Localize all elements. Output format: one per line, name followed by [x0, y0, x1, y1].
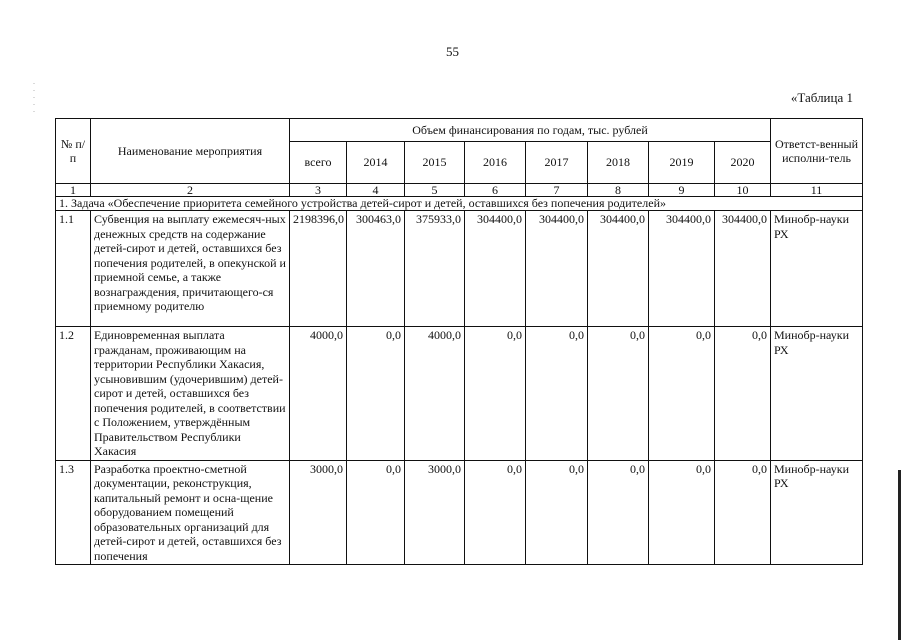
table-row	[56, 211, 863, 327]
value-2017: 0,0	[526, 327, 588, 461]
header-year: 2016	[465, 142, 526, 184]
task-title: 1. Задача «Обеспечение приоритета семейного устройства детей-сирот и детей, оставшихся без попечения родителей»	[56, 197, 863, 211]
header-row-top	[56, 119, 863, 142]
row-responsible: Минобр-науки РХ	[771, 211, 863, 327]
row-number: 1.2	[56, 327, 91, 461]
column-number: 7	[526, 184, 588, 197]
header-year: 2018	[588, 142, 649, 184]
row-number: 1.1	[56, 211, 91, 327]
column-number: 2	[91, 184, 290, 197]
value-2020: 0,0	[715, 460, 771, 565]
row-name: Единовременная выплата гражданам, проживающим на территории Республики Хакасия, усыновившим (удочерившим) детей-сирот и детей, оставшихся без попечения родителей, в соответствии с Положением, утверждённым Правительством Республики Хакасия	[91, 327, 290, 461]
header-year: 2014	[347, 142, 405, 184]
row-responsible: Минобр-науки РХ	[771, 327, 863, 461]
header-no: № п/п	[56, 119, 91, 184]
column-number: 4	[347, 184, 405, 197]
header-year: 2020	[715, 142, 771, 184]
column-number: 8	[588, 184, 649, 197]
value-total: 2198396,0	[290, 211, 347, 327]
value-2019: 304400,0	[649, 211, 715, 327]
header-responsible: Ответст-венный исполни-тель	[771, 119, 863, 184]
value-2019: 0,0	[649, 460, 715, 565]
column-number: 9	[649, 184, 715, 197]
table-row	[56, 327, 863, 461]
task-row	[56, 197, 863, 211]
value-total: 4000,0	[290, 327, 347, 461]
scan-edge-divider	[898, 470, 901, 640]
row-name: Разработка проектно-сметной документации, реконструкция, капитальный ремонт и осна-щение оборудованием помещений образовательных организаций для детей-сирот и детей, оставшихся без попечения	[91, 460, 290, 565]
header-year: 2019	[649, 142, 715, 184]
value-2020: 0,0	[715, 327, 771, 461]
column-number: 11	[771, 184, 863, 197]
header-financing: Объем финансирования по годам, тыс. рублей	[290, 119, 771, 142]
value-2017: 304400,0	[526, 211, 588, 327]
column-number: 10	[715, 184, 771, 197]
header-name: Наименование мероприятия	[91, 119, 290, 184]
table-row	[56, 460, 863, 565]
page-number: 55	[446, 44, 459, 59]
header-year: 2015	[405, 142, 465, 184]
value-2014: 0,0	[347, 460, 405, 565]
column-number: 1	[56, 184, 91, 197]
value-2016: 0,0	[465, 327, 526, 461]
column-number: 5	[405, 184, 465, 197]
column-number: 6	[465, 184, 526, 197]
margin-marks: ․ ․ ․ ․ ․	[32, 80, 35, 114]
value-2019: 0,0	[649, 327, 715, 461]
header-total: всего	[290, 142, 347, 184]
value-2018: 304400,0	[588, 211, 649, 327]
value-2014: 0,0	[347, 327, 405, 461]
value-2015: 3000,0	[405, 460, 465, 565]
financing-table	[55, 118, 863, 565]
row-responsible: Минобр-науки РХ	[771, 460, 863, 565]
value-2018: 0,0	[588, 460, 649, 565]
table-caption: «Таблица 1	[790, 90, 853, 105]
value-2018: 0,0	[588, 327, 649, 461]
value-2015: 375933,0	[405, 211, 465, 327]
value-total: 3000,0	[290, 460, 347, 565]
header-year: 2017	[526, 142, 588, 184]
column-number: 3	[290, 184, 347, 197]
value-2017: 0,0	[526, 460, 588, 565]
value-2014: 300463,0	[347, 211, 405, 327]
value-2015: 4000,0	[405, 327, 465, 461]
value-2016: 304400,0	[465, 211, 526, 327]
row-name: Субвенция на выплату ежемесяч-ных денежных средств на содержание детей-сирот и детей, оставшихся без попечения родителей, в опекунской и приемной семье, а также вознаграждения, причитающего-ся приемному родителю	[91, 211, 290, 327]
row-number: 1.3	[56, 460, 91, 565]
value-2020: 304400,0	[715, 211, 771, 327]
column-number-row	[56, 184, 863, 197]
value-2016: 0,0	[465, 460, 526, 565]
